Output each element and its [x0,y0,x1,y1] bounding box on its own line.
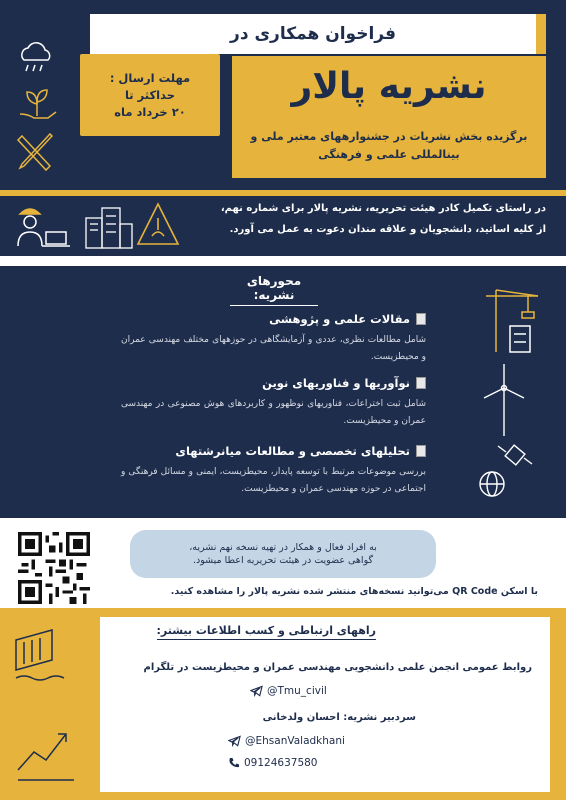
membership-line-1: به افراد فعال و همکار در تهیه نسخه نهم نشریه، [189,542,377,553]
association-handle[interactable]: @Tmu_civil [267,685,327,697]
topic-title-1-text: مقالات علمی و پژوهشی [269,312,410,326]
deadline-box [80,54,220,136]
deadline-line-2: حداکثر تا [124,88,176,102]
magazine-subtitle [240,128,538,163]
magazine-box [232,56,546,178]
buildings-icon [86,208,132,248]
ruler-pencil-icon [18,134,52,170]
deadline-line-3: ۲۰ خرداد ماه [114,105,186,119]
intro-line-2: از کلیه اساتید، دانشجویان و علاقه مندان دعوت به عمل می آورد. [229,224,546,235]
document-icon [416,313,426,325]
engineer-laptop-icon [18,209,70,246]
topic-title-1 [269,312,426,326]
magazine-subtitle-line-1: برگزیده بخش نشریات در جشنوارههای معتبر ملی و [250,130,528,143]
editor-phone[interactable] [228,757,318,769]
intro-text [176,196,546,240]
topics-decor-icons [478,286,544,506]
cloud-rain-icon [22,43,50,71]
phone-icon [228,757,240,769]
globe-icon [480,472,504,496]
intro-decor-icons [6,196,182,254]
dam-icon [16,630,64,680]
deadline-line-1: مهلت ارسال : [109,71,191,85]
membership-note [130,530,436,578]
topic-desc-3: بررسی موضوعات مرتبط با توسعه پایدار، محیطزیست، ایمنی و مسائل فرهنگی و اجتماعی در حوزه مهندسی عمران و محیطزیست. [121,467,426,495]
magazine-subtitle-line-2: بینالمللی علمی و فرهنگی [318,147,460,161]
association-line: روابط عمومی انجمن علمی دانشجویی مهندسی عمران و محیطزیست در تلگرام [143,662,532,673]
wind-turbine-icon [484,364,524,436]
topic-title-2-text: نوآوریها و فناوریهای نوین [262,376,410,390]
qr-code-icon[interactable] [18,532,90,604]
telegram-icon [228,735,241,747]
editor-telegram[interactable] [228,735,345,747]
contact-panel [100,617,550,792]
crane-icon [486,290,538,352]
warning-sign-icon [138,204,178,244]
topic-title-3 [175,444,426,458]
call-title-box [90,14,546,54]
document-icon [416,377,426,389]
growth-chart-icon [18,734,74,780]
editor-line: سردبیر نشریه: احسان ولدخانی [262,712,416,723]
magazine-name: نشریه پالار [291,66,487,107]
left-decor-icons [12,38,62,178]
topics-heading: محورهای نشریه: [230,274,318,306]
intro-line-1: در راستای تکمیل کادر هیئت تحریریه، نشریه پالار برای شماره نهم، [220,203,546,214]
phone-number[interactable]: 09124637580 [244,757,318,769]
satellite-icon [498,445,532,465]
plant-hand-icon [20,90,56,118]
topic-title-2 [262,376,426,390]
call-title: فراخوان همکاری در [230,24,396,44]
editor-handle[interactable]: @EhsanValadkhani [245,735,345,747]
qr-note: با اسکن QR Code می‌توانید نسخه‌های منتشر شده نشریه پالار را مشاهده کنید. [170,586,538,597]
contact-heading: راههای ارتباطی و کسب اطلاعات بیشتر: [157,624,377,640]
topic-desc-2: شامل ثبت اختراعات، فناوریهای نوظهور و کاربردهای هوش مصنوعی در مهندسی عمران و محیطزیست. [121,399,426,427]
document-icon [416,445,426,457]
contact-decor-icons [12,620,82,790]
membership-line-2: گواهی عضویت در هیئت تحریریه اعطا میشود. [192,555,374,566]
topic-title-3-text: تحلیلهای تخصصی و مطالعات میانرشتهای [175,444,410,458]
telegram-icon [250,685,263,697]
association-telegram[interactable] [250,685,327,697]
topic-desc-1: شامل مطالعات نظری، عددی و آزمایشگاهی در حوزههای مختلف مهندسی عمران و محیطزیست. [121,335,426,363]
